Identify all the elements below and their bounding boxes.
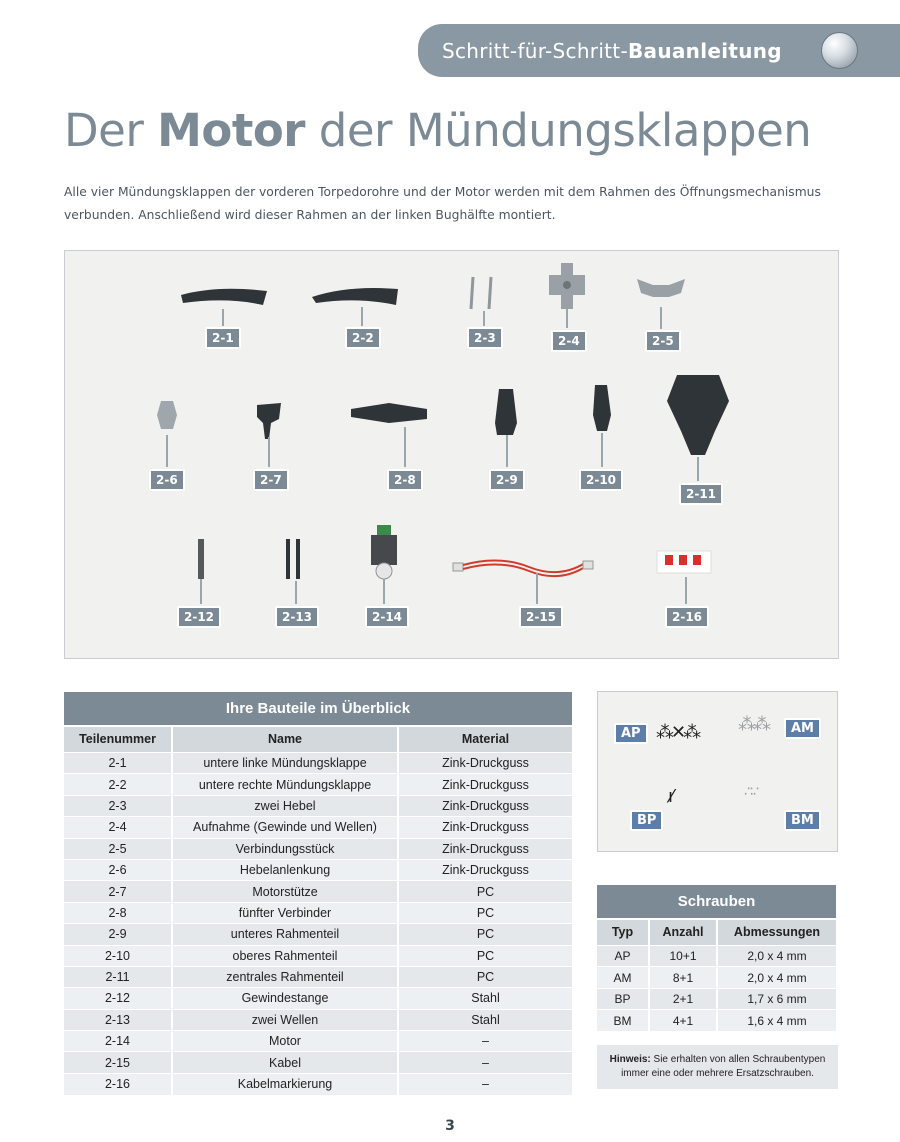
part-tag: 2-1 [205,327,241,349]
part-tag: 2-4 [551,330,587,352]
table-row [64,859,573,880]
table-cell: 2-10 [64,945,172,966]
table-cell: fünfter Verbinder [172,902,398,923]
table-cell: 2,0 x 4 mm [717,946,837,967]
column-header: Teilenummer [64,726,172,753]
table-cell: Kabel [172,1052,398,1073]
table-cell: 2-12 [64,988,172,1009]
part-2-1-image [177,281,272,313]
part-2-8-image [349,399,431,429]
table-cell: 2-9 [64,924,172,945]
table-cell: 2-6 [64,859,172,880]
table-cell: 2-4 [64,817,172,838]
table-cell: – [398,1052,573,1073]
table-row [597,967,837,988]
parts-table-caption: Ihre Bauteile im Überblick [64,692,573,726]
table-cell: Zink-Druckguss [398,817,573,838]
table-row [64,774,573,795]
table-cell: Verbindungsstück [172,838,398,859]
screws-bp-image: ı⁄ [668,786,671,807]
table-cell: Motorstütze [172,881,398,902]
table-cell: 2-7 [64,881,172,902]
table-cell: – [398,1073,573,1094]
screw-tag: AM [784,718,821,739]
table-cell: AP [597,946,649,967]
table-cell: 8+1 [649,967,717,988]
table-cell: Zink-Druckguss [398,838,573,859]
table-cell: PC [398,966,573,987]
part-tag: 2-6 [149,469,185,491]
part-2-11-image [663,371,733,461]
table-cell: PC [398,902,573,923]
table-row [64,924,573,945]
screws-bm-image: ∴∵ [744,784,756,800]
table-row [64,1073,573,1094]
table-cell: Zink-Druckguss [398,795,573,816]
table-row [64,1031,573,1052]
table-cell: Zink-Druckguss [398,774,573,795]
table-cell: Gewindestange [172,988,398,1009]
table-cell: PC [398,945,573,966]
table-row [597,1010,837,1031]
parts-overview-table [64,691,574,1095]
part-tag: 2-13 [275,606,319,628]
part-2-9-image [489,387,523,437]
screws-ap-image: ⁂✕⁂ [656,722,699,743]
table-cell: AM [597,967,649,988]
column-header: Name [172,726,398,753]
section-header-label: Schritt-für-Schritt-Bauanleitung [442,38,782,63]
screws-photo [597,691,838,852]
table-cell: 1,6 x 4 mm [717,1010,837,1031]
page-title: Der Motor der Mündungsklappen [64,104,812,157]
table-cell: Motor [172,1031,398,1052]
part-tag: 2-2 [345,327,381,349]
table-cell: 2,0 x 4 mm [717,967,837,988]
table-cell: Stahl [398,988,573,1009]
table-cell: Stahl [398,1009,573,1030]
intro-paragraph: Alle vier Mündungsklappen der vorderen Torpedorohre und der Motor werden mit dem Rahmen des Öffnungsmechanismus verbunden. Anschließend wird dieser Rahmen an der linken Bughälfte montiert. [64,185,821,222]
table-cell: 2-11 [64,966,172,987]
header-sphere-icon [821,32,858,69]
table-row [597,946,837,967]
table-cell: zwei Hebel [172,795,398,816]
column-header: Material [398,726,573,753]
table-cell: 2-3 [64,795,172,816]
table-row [64,817,573,838]
spare-screws-hint: Hinweis: Sie erhalten von allen Schraubentypen immer eine oder mehrere Ersatzschrauben. [597,1045,838,1089]
table-cell: Zink-Druckguss [398,753,573,774]
table-cell: 4+1 [649,1010,717,1031]
part-2-3-image [465,273,503,313]
table-cell: – [398,1031,573,1052]
table-row [64,753,573,774]
table-cell: untere rechte Mündungsklappe [172,774,398,795]
table-row [64,838,573,859]
table-row [64,1052,573,1073]
page-number: 3 [445,1118,455,1134]
table-cell: Kabelmarkierung [172,1073,398,1094]
table-row [597,988,837,1009]
table-cell: Hebelanlenkung [172,859,398,880]
table-row [64,881,573,902]
parts-photo [64,250,839,659]
table-cell: PC [398,881,573,902]
section-header-tab [418,24,900,77]
table-cell: untere linke Mündungsklappe [172,753,398,774]
column-header: Anzahl [649,919,717,946]
screw-tag: BP [630,810,663,831]
part-2-10-image [587,383,617,435]
table-cell: 2-8 [64,902,172,923]
screw-tag: BM [784,810,821,831]
table-cell: 2-16 [64,1073,172,1094]
part-2-4-image [545,261,589,311]
table-row [64,966,573,987]
table-cell: BM [597,1010,649,1031]
part-2-15-image [449,551,599,581]
table-cell: Aufnahme (Gewinde und Wellen) [172,817,398,838]
screws-table-caption: Schrauben [597,885,837,919]
table-row [64,988,573,1009]
table-cell: PC [398,924,573,945]
part-tag: 2-15 [519,606,563,628]
part-tag: 2-16 [665,606,709,628]
part-tag: 2-14 [365,606,409,628]
table-cell: unteres Rahmenteil [172,924,398,945]
table-row [64,902,573,923]
part-tag: 2-7 [253,469,289,491]
part-2-13-image [281,537,307,583]
table-cell: 1,7 x 6 mm [717,988,837,1009]
table-row [64,1009,573,1030]
table-cell: zwei Wellen [172,1009,398,1030]
part-2-5-image [633,273,689,309]
table-cell: 2-14 [64,1031,172,1052]
part-2-16-image [655,547,715,577]
screw-tag: AP [614,723,648,744]
part-2-2-image [308,279,403,311]
table-cell: 2-2 [64,774,172,795]
table-cell: 2-1 [64,753,172,774]
table-cell: 2-5 [64,838,172,859]
column-header: Typ [597,919,649,946]
part-tag: 2-8 [387,469,423,491]
screws-table [597,884,838,1031]
table-cell: 10+1 [649,946,717,967]
table-cell: BP [597,988,649,1009]
part-tag: 2-12 [177,606,221,628]
part-tag: 2-9 [489,469,525,491]
table-cell: 2-13 [64,1009,172,1030]
screws-am-image: ⁂⁂ [738,714,768,735]
table-cell: 2+1 [649,988,717,1009]
table-cell: Zink-Druckguss [398,859,573,880]
part-tag: 2-10 [579,469,623,491]
part-tag: 2-3 [467,327,503,349]
part-tag: 2-5 [645,330,681,352]
part-2-12-image [191,537,211,581]
table-cell: 2-15 [64,1052,172,1073]
part-tag: 2-11 [679,483,723,505]
part-2-14-image [363,523,403,581]
table-cell: zentrales Rahmenteil [172,966,398,987]
column-header: Abmessungen [717,919,837,946]
table-row [64,795,573,816]
table-row [64,945,573,966]
table-cell: oberes Rahmenteil [172,945,398,966]
